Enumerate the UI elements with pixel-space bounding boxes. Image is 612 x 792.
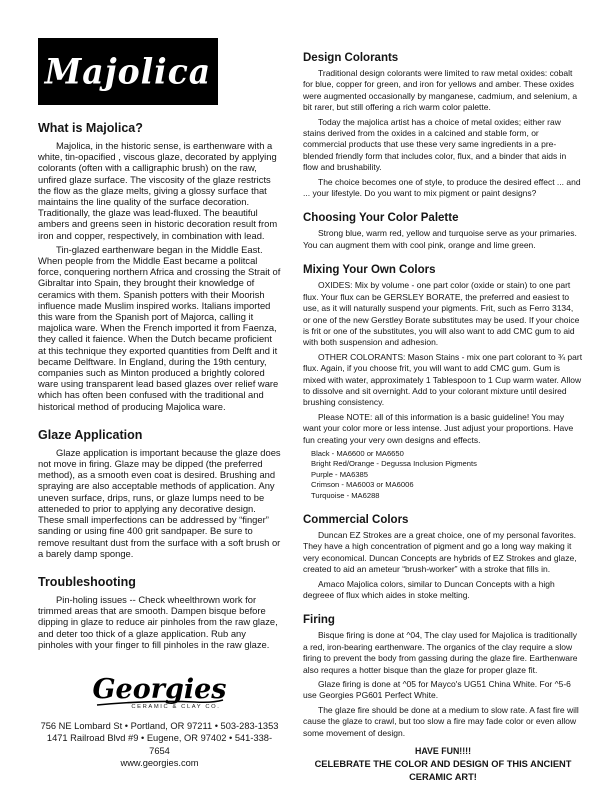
section-heading-firing: Firing xyxy=(303,614,335,627)
body-paragraph: Amaco Majolica colors, similar to Duncan Concepts with a high degreee of flux which aides in stoke melting. xyxy=(303,578,555,601)
left-column xyxy=(38,38,281,769)
body-paragraph: Today the majolica artist has a choice of metal oxides; either raw stains derived from the oxides in a calcined and stable form, or commercial products that use these very same ingredients in a pre-blended friendly form that includes color, flux, and a binder that aids in flow and brushability. xyxy=(303,116,567,173)
body-paragraph: Traditional design colorants were limited to raw metal oxides: cobalt for blue, copper for green, and iron for yellows and amber. These oxides were augmented occasionally by manganese, cadmium, and selenium, a bit rarer, but still offering a rich warm color palette. xyxy=(303,68,578,113)
colorant-item-turquoise: Turquoise - MA6288 xyxy=(311,490,380,500)
section-heading-what-is-majolica: What is Majolica? xyxy=(38,121,143,135)
georgies-footer xyxy=(38,673,281,770)
colorant-item-bright-red-orange: Bright Red/Orange - Degussa Inclusion Pigments xyxy=(311,459,477,469)
body-paragraph: Strong blue, warm red, yellow and turquoise serve as your primaries. You can augment them with cool pink, orange and lime green. xyxy=(303,228,577,250)
body-paragraph: The choice becomes one of style, to produce the desired effect ... and ... your lifestyle. Do you want to mix pigment or paint designs? xyxy=(303,176,581,199)
body-paragraph: Please NOTE: all of this information is a basic guideline! You may want your color more or less intense. Just adjust your proportions. Have fun creating your very own designs and effects. xyxy=(303,411,574,445)
georgies-logo-text: Georgies xyxy=(92,673,227,705)
closing-lines xyxy=(303,745,583,784)
address-line-portland: 756 NE Lombard St • Portland, OR 97211 • 503-283-1353 xyxy=(40,720,279,731)
celebrate-text: CELEBRATE THE COLOR AND DESIGN OF THIS ANCIENT CERAMIC ART! xyxy=(314,759,572,783)
body-paragraph: Bisque firing is done at ^04, The clay used for Majolica is traditionally a red, iron-bearing earthenware. The organics of the clay require a slow firing to prevent the body from gassing during the glaze fire. Earthenware also requres a hotter bisque than the glaze for proper glaze fit. xyxy=(303,630,578,675)
body-paragraph: Pin-holing issues -- Check wheelthrown work for trimmed areas that are smooth. Dampen bisque before dipping in glaze to reduce air pinholes from the raw glaze, and deter too thick of a glaze application. Rub any pinholes with your finger to fill pinholes in the raw glaze. xyxy=(38,593,278,650)
section-heading-commercial-colors: Commercial Colors xyxy=(303,514,409,526)
colorant-code-list xyxy=(311,449,583,501)
colorant-item-purple: Purple - MA6385 xyxy=(311,469,368,479)
section-heading-choosing-color-palette: Choosing Your Color Palette xyxy=(303,212,459,225)
section-heading-glaze-application: Glaze Application xyxy=(38,427,143,442)
majolica-logo-text: Majolica xyxy=(44,51,212,92)
body-paragraph: Duncan EZ Strokes are a great choice, one of my personal favorites. They have a high concentration of pigment and go a long way making it very economical. Duncan Concepts are hybrids of EZ Strokes and glaze, created to aid an ameteur “brush-worker” with a stroke that fills in. xyxy=(303,530,577,575)
georgies-logo xyxy=(92,673,227,711)
body-paragraph: OXIDES: Mix by volume - one part color (oxide or stain) to one part flux. Your flux can be GERSLEY BORATE, the preferred and easiest to use, as it will naturally suspend your pigments. Frit, such as Ferro 3134, or one of the new Gerstley Borate substitutes may be used. If your choice is frit or one of the substitutes, you will also want to add CMC gum to aid with both suspension and adhesion. xyxy=(303,280,580,348)
body-paragraph: Majolica, in the historic sense, is earthenware with a white, tin-opacified , viscous glaze, decorated by applying colorants (often with a calligraphic brush) on the raw, unfired glaze surface. The viscosity of the glaze restricts the flow as the glaze melts, giving a glossy surface that maintains the line quality of the surface decoration. Traditionally, the glaze was lead-fluxed. The beautiful ambers and greens seen in historic decoration result from iron and copper, respectively, in combination with lead. xyxy=(38,140,278,241)
georgies-logo-subtext: CERAMIC & CLAY CO. xyxy=(131,703,221,710)
section-heading-design-colorants: Design Colorants xyxy=(303,52,399,64)
website-text: www.georgies.com xyxy=(120,758,199,769)
right-column xyxy=(303,52,583,784)
have-fun-text: HAVE FUN!!!! xyxy=(414,746,472,757)
majolica-logo xyxy=(38,38,218,105)
body-paragraph: Glaze application is important because the glaze does not move in firing. Glaze may be dipped (the preferred method), as a smooth even coat is desired. Brushing and spraying are also acceptable methods of application. Any uneven surface, drips, runs, or glaze lumps need to be atteneded to prior to applying any decorative design. These small imperfections can be addressed by “finger” sanding or using fine 400 grit sandpaper. Be sure to remove resultant dust from the surface with a soft brush or a barely damp sponge. xyxy=(38,446,281,559)
colorant-item-crimson: Crimson - MA6003 or MA6006 xyxy=(311,480,414,490)
body-paragraph: Tin-glazed earthenware began in the Middle East. When people from the Middle East became a politcal force, conquering northern Africa and crossing the Strait of Gibraltar into Spain, they brought their knowledge of ceramics with them. Spanish potters with their Moorish influence made Muslim inspired works. Italians imported this ware from the Spanish port of Majorca, calling it majolica ware. When the French imported it from Faenza, they called it faience. When the Dutch became proficient at this technique they exported quantities from Delft and it became Delftware. In England, during the 19th century, companies such as Minton produced a brightly colored ware using transparent lead based glazes over relief ware which has often been confused with the traditional and historical method of producing Majolica ware. xyxy=(38,243,281,412)
section-heading-troubleshooting: Troubleshooting xyxy=(38,574,136,589)
body-paragraph: The glaze fire should be done at a medium to slow rate. A fast fire will cause the glaze to crawl, but too slow a fire may fade color or even allow some movement of design. xyxy=(303,704,579,738)
section-heading-mixing-your-own-colors: Mixing Your Own Colors xyxy=(303,264,436,277)
body-paragraph: OTHER COLORANTS: Mason Stains - mix one part colorant to ¾ part flux. Again, if you choose frit, you will want to add CMC gum. Gum is mixed with water, approximately 1 Tablespoon to 1 Cup warm water. Allow to dissolve and sit overnight. Add to your colorant mixture until desired brushing consistency. xyxy=(303,351,583,408)
address-line-eugene: 1471 Railroad Blvd #9 • Eugene, OR 97402 • 541-338-7654 xyxy=(46,733,273,756)
colorant-item-black: Black - MA6600 or MA6650 xyxy=(311,448,404,458)
body-paragraph: Glaze firing is done at ^05 for Mayco's UG51 China White. For ^5-6 use Georgies PG601 Perfect White. xyxy=(303,679,571,701)
